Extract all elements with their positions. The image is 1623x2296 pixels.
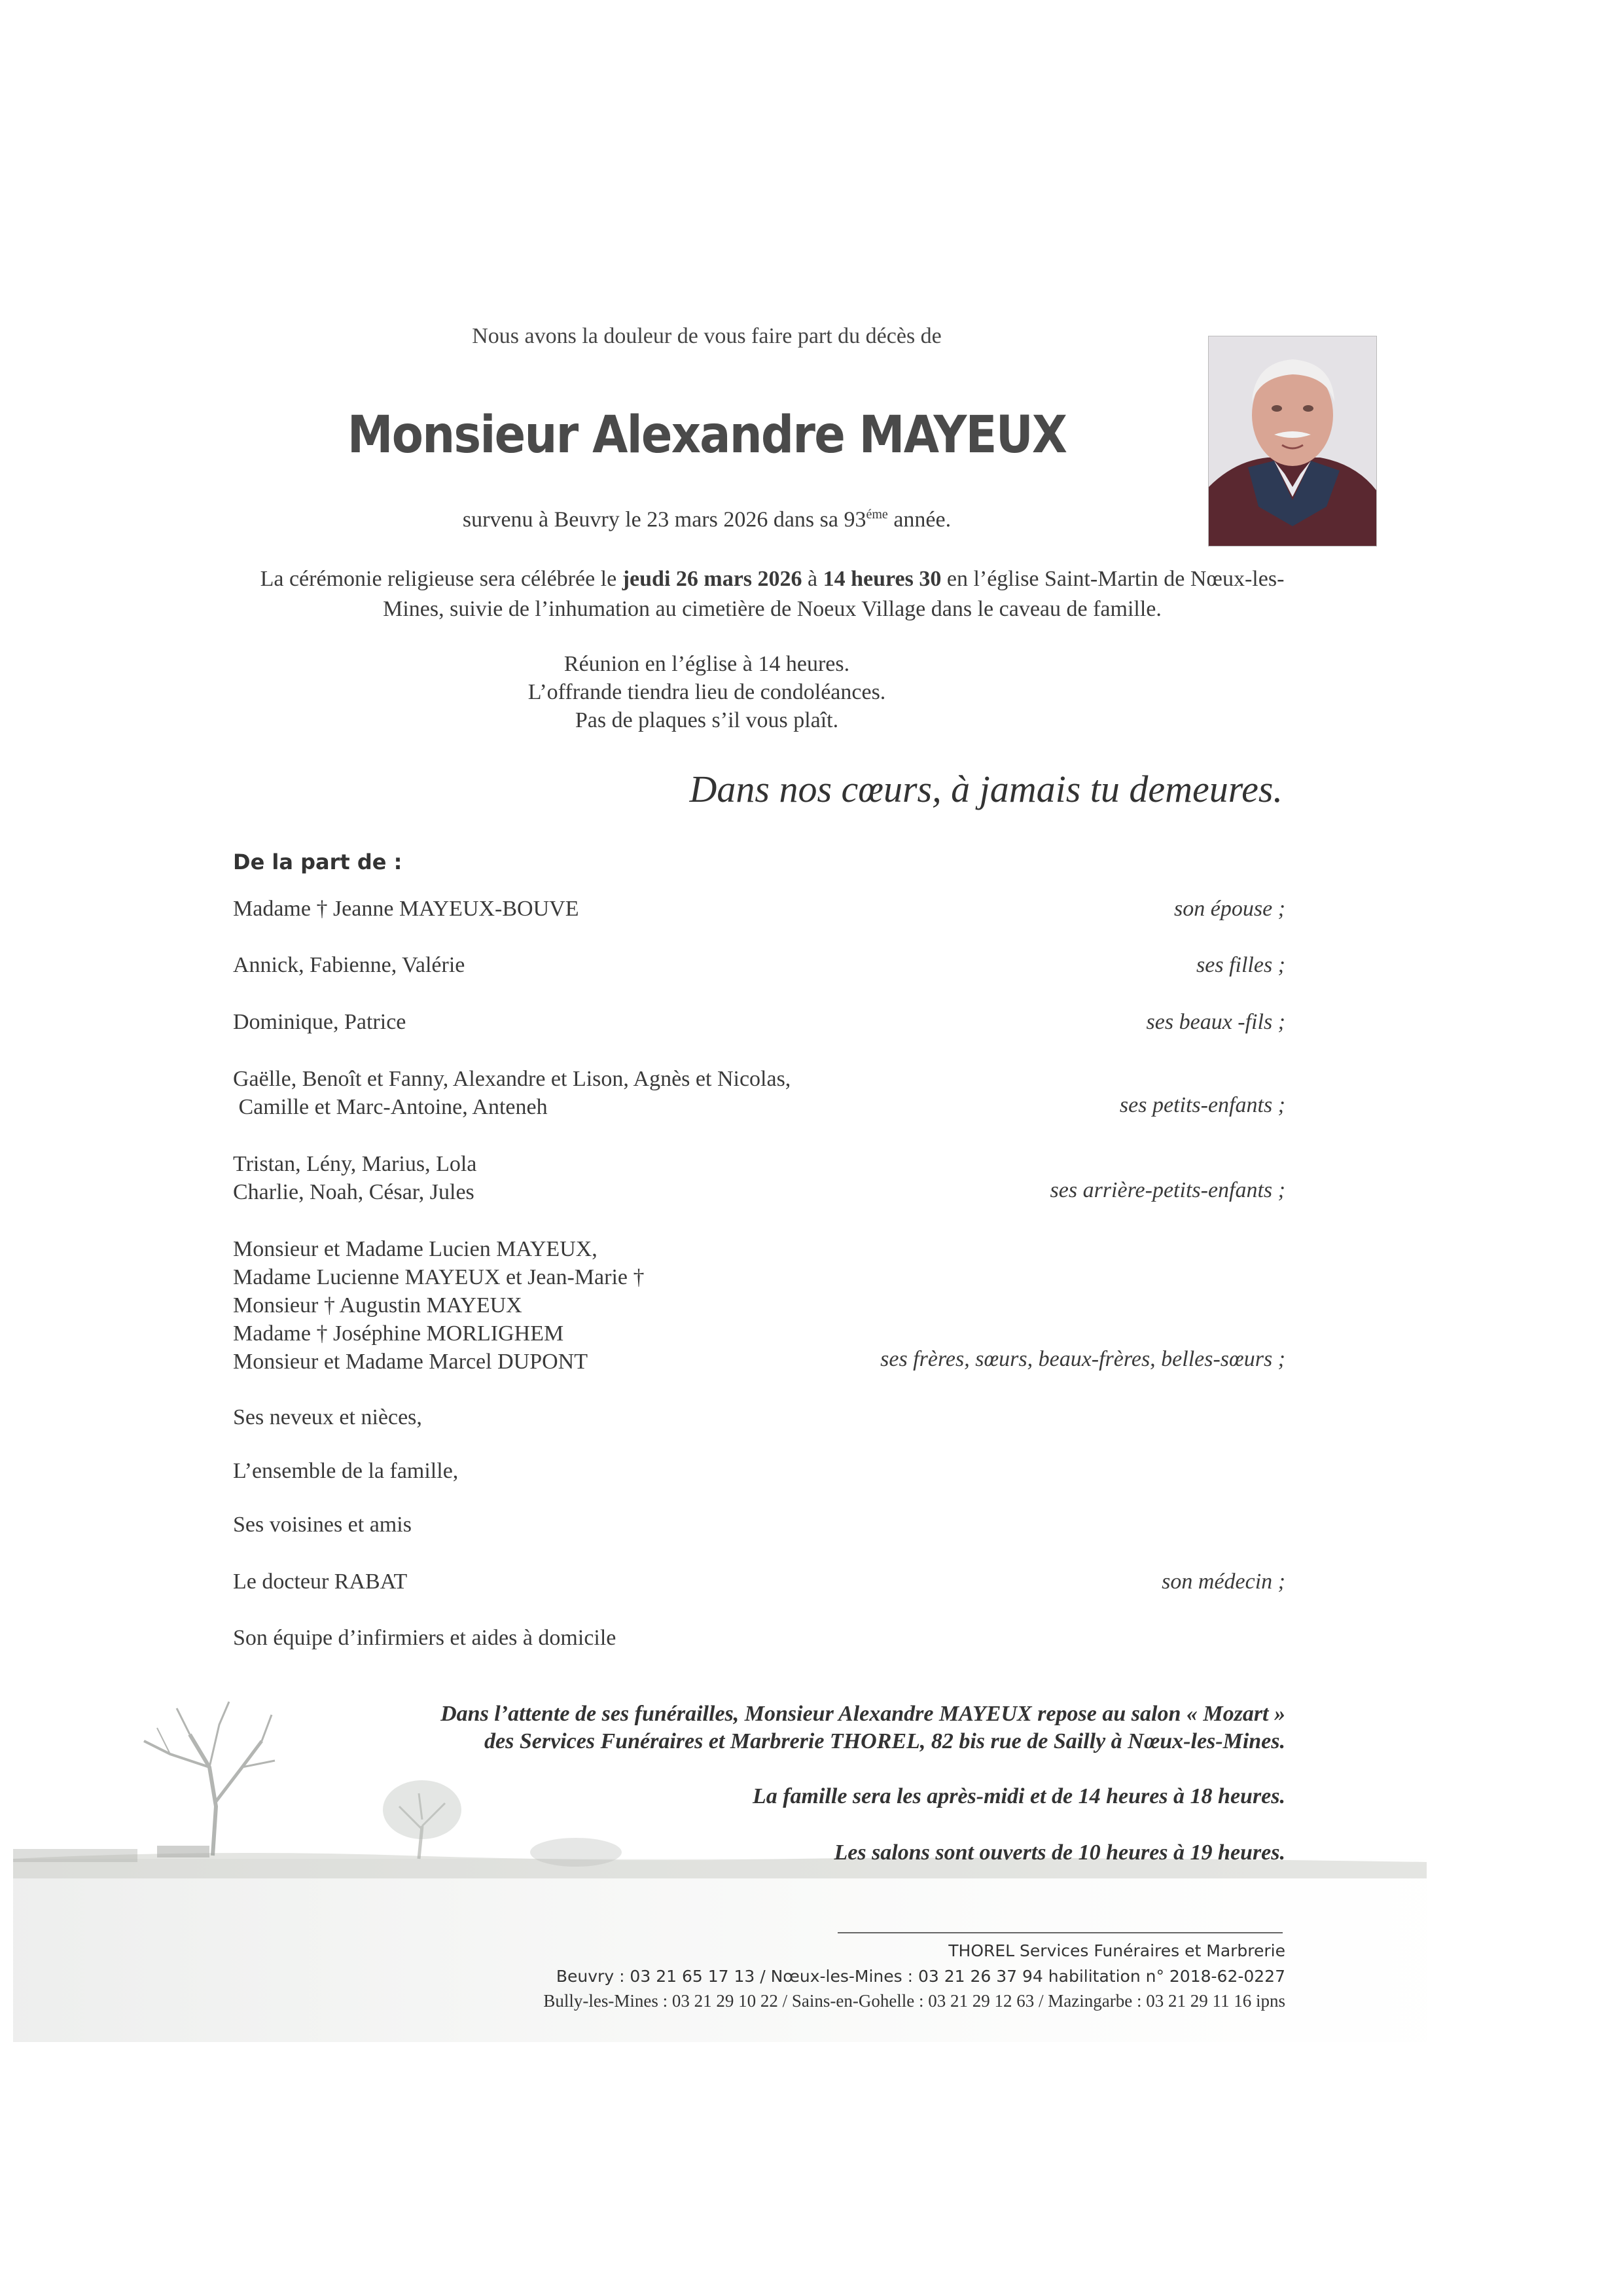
family-row-family: L’ensemble de la famille, (233, 1459, 459, 1483)
notes-block (0, 650, 1414, 734)
portrait-photo (1208, 336, 1377, 547)
great-grandchildren-line-1: Tristan, Lény, Marius, Lola (233, 1152, 477, 1176)
relation-daughters: ses filles ; (1196, 953, 1285, 977)
family-row-spouse: Madame † Jeanne MAYEUX-BOUVE (233, 897, 579, 921)
family-row-doctor: Le docteur RABAT (233, 1570, 408, 1594)
funeral-info-line-2: des Services Funéraires et Marbrerie THOREL, 82 bis rue de Sailly à Nœux-les-Mines. (484, 1729, 1285, 1753)
death-details-text: survenu à Beuvry le 23 mars 2026 dans sa 93 (462, 507, 866, 532)
footer-company: THOREL Services Funéraires et Marbrerie (948, 1941, 1285, 1960)
relation-spouse: son épouse ; (1174, 897, 1285, 921)
relation-doctor: son médecin ; (1162, 1570, 1285, 1594)
siblings-line-1: Monsieur et Madame Lucien MAYEUX, (233, 1237, 597, 1261)
relation-sons-in-law: ses beaux -fils ; (1146, 1010, 1285, 1034)
ceremony-text-1: La cérémonie religieuse sera célébrée le (260, 567, 622, 591)
footer-phones-2: Bully-les-Mines : 03 21 29 10 22 / Sains-en-Gohelle : 03 21 29 12 63 / Mazingarbe : 03 21 29 11 16 ipns (543, 1991, 1285, 2011)
deceased-name: Monsieur Alexandre MAYEUX (347, 406, 1067, 465)
siblings-line-5: Monsieur et Madame Marcel DUPONT (233, 1350, 588, 1374)
salon-hours: Les salons sont ouverts de 10 heures à 19 heures. (834, 1840, 1285, 1865)
death-details-end: année. (887, 507, 952, 532)
siblings-line-3: Monsieur † Augustin MAYEUX (233, 1293, 522, 1318)
memorial-motto: Dans nos cœurs, à jamais tu demeures. (689, 768, 1283, 810)
ceremony-text-3: en l’église Saint-Martin de Nœux-les-Mines, suivie de l’inhumation au cimetière de Noeux Village dans le caveau de famille. (383, 567, 1285, 621)
ceremony-date: jeudi 26 mars 2026 (622, 567, 802, 591)
family-row-great-grandchildren (233, 1150, 476, 1206)
ceremony-paragraph (236, 564, 1309, 624)
relation-grandchildren: ses petits-enfants ; (1119, 1093, 1285, 1117)
funeral-info-line-1: Dans l’attente de ses funérailles, Monsieur Alexandre MAYEUX repose au salon « Mozart » (440, 1702, 1285, 1726)
great-grandchildren-line-2: Charlie, Noah, César, Jules (233, 1180, 474, 1204)
footer-divider (838, 1932, 1283, 1933)
family-row-sons-in-law: Dominique, Patrice (233, 1010, 406, 1034)
note-plaques: Pas de plaques s’il vous plaît. (575, 708, 839, 732)
family-row-daughters: Annick, Fabienne, Valérie (233, 953, 465, 977)
family-row-grandchildren (233, 1065, 791, 1121)
siblings-line-4: Madame † Joséphine MORLIGHEM (233, 1321, 564, 1346)
siblings-line-2: Madame Lucienne MAYEUX et Jean-Marie † (233, 1265, 645, 1289)
family-row-nephews: Ses neveux et nièces, (233, 1405, 422, 1429)
ordinal-suffix: éme (866, 507, 888, 522)
family-row-nurses: Son équipe d’infirmiers et aides à domicile (233, 1626, 616, 1650)
family-row-siblings (233, 1235, 645, 1376)
relation-siblings: ses frères, sœurs, beaux-frères, belles-sœurs ; (880, 1347, 1285, 1371)
note-offrande: L’offrande tiendra lieu de condoléances. (527, 680, 886, 704)
family-row-neighbors: Ses voisines et amis (233, 1513, 412, 1537)
relation-great-grandchildren: ses arrière-petits-enfants ; (1050, 1178, 1285, 1202)
death-details (0, 507, 1414, 532)
family-heading: De la part de : (233, 850, 402, 874)
intro-text: Nous avons la douleur de vous faire part du décès de (472, 324, 942, 348)
ceremony-text-2: à (802, 567, 823, 591)
grandchildren-line-1: Gaëlle, Benoît et Fanny, Alexandre et Lison, Agnès et Nicolas, (233, 1067, 791, 1091)
ceremony-time: 14 heures 30 (823, 567, 942, 591)
visiting-hours: La famille sera les après-midi et de 14 heures à 18 heures. (752, 1784, 1285, 1808)
footer-phones-1: Beuvry : 03 21 65 17 13 / Nœux-les-Mines : 03 21 26 37 94 habilitation n° 2018-62-0227 (556, 1967, 1285, 1986)
note-reunion: Réunion en l’église à 14 heures. (563, 652, 850, 676)
grandchildren-line-2: Camille et Marc-Antoine, Anteneh (233, 1095, 548, 1119)
